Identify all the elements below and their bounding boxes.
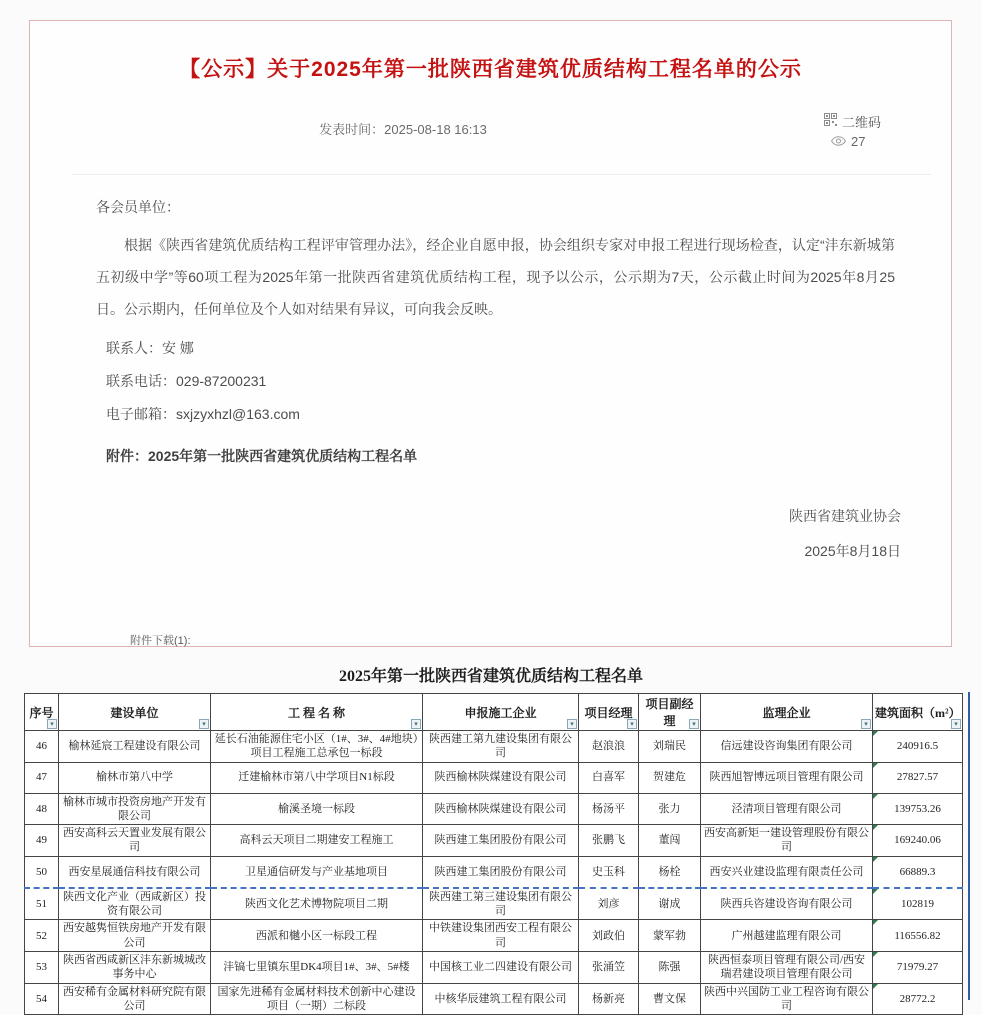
cell-project-name: 高科云天项目二期建安工程施工 <box>211 825 423 857</box>
cell-contractor: 中铁建设集团西安工程有限公司 <box>423 920 579 952</box>
table-title: 2025年第一批陕西省建筑优质结构工程名单 <box>338 668 643 685</box>
cell-project-manager: 白喜军 <box>579 762 639 793</box>
column-header: 建筑面积（m²） ▾ <box>873 694 963 731</box>
cell-construction-unit: 西安星展通信科技有限公司 <box>59 856 211 888</box>
attachment-line <box>96 440 895 473</box>
cell-project-name: 国家先进稀有金属材料技术创新中心建设项目（一期）二标段 <box>211 983 423 1015</box>
cell-construction-unit: 榆林市第八中学 <box>59 762 211 793</box>
cell-floor-area: 28772.2 <box>873 983 963 1015</box>
table-row <box>25 856 963 888</box>
page-title: 【公示】关于2025年第一批陕西省建筑优质结构工程名单的公示 <box>179 58 802 81</box>
meta-right <box>824 111 881 151</box>
view-counter <box>824 131 881 151</box>
filter-dropdown-icon[interactable]: ▾ <box>567 719 577 729</box>
cell-deputy-manager: 蒙军勃 <box>639 920 701 952</box>
cell-seq: 49 <box>25 825 59 857</box>
contact-email-label: 电子邮箱： <box>106 406 176 422</box>
cell-construction-unit: 陕西省西咸新区沣东新城城改事务中心 <box>59 951 211 983</box>
attachment-name: 2025年第一批陕西省建筑优质结构工程名单 <box>148 448 418 464</box>
table-row <box>25 888 963 920</box>
cell-seq: 53 <box>25 951 59 983</box>
cell-construction-unit: 榆林延宸工程建设有限公司 <box>59 731 211 763</box>
table-row <box>25 920 963 952</box>
contact-person-line <box>96 332 895 365</box>
cell-seq: 47 <box>25 762 59 793</box>
cell-project-name: 卫星通信研发与产业基地项目 <box>211 856 423 888</box>
cell-project-manager: 杨汤平 <box>579 793 639 825</box>
table-row <box>25 731 963 763</box>
cell-supervisor: 陕西恒泰项目管理有限公司/西安瑞君建设项目管理有限公司 <box>701 951 873 983</box>
column-header: 申报施工企业 ▾ <box>423 694 579 731</box>
cell-seq: 48 <box>25 793 59 825</box>
cell-supervisor: 广州越建监理有限公司 <box>701 920 873 952</box>
table-row <box>25 825 963 857</box>
cell-seq: 46 <box>25 731 59 763</box>
cell-deputy-manager: 杨栓 <box>639 856 701 888</box>
contact-phone-value: 029-87200231 <box>176 373 267 389</box>
column-header: 项目副经理 ▾ <box>639 694 701 731</box>
publish-time-value: 2025-08-18 16:13 <box>384 122 487 137</box>
cell-contractor: 中核华辰建筑工程有限公司 <box>423 983 579 1015</box>
publish-time <box>30 119 776 138</box>
table-body <box>25 731 963 1015</box>
cell-supervisor: 陕西旭智博远项目管理有限公司 <box>701 762 873 793</box>
column-header: 项目经理 ▾ <box>579 694 639 731</box>
cell-construction-unit: 西安稀有金属材料研究院有限公司 <box>59 983 211 1015</box>
cell-deputy-manager: 贺建危 <box>639 762 701 793</box>
cell-construction-unit: 西安越隽恒铁房地产开发有限公司 <box>59 920 211 952</box>
contact-email-value: sxjzyxhzl@163.com <box>176 406 300 422</box>
cell-supervisor: 信远建设咨询集团有限公司 <box>701 731 873 763</box>
cell-floor-area: 71979.27 <box>873 951 963 983</box>
cell-construction-unit: 陕西文化产业（西咸新区）投资有限公司 <box>59 888 211 920</box>
cell-deputy-manager: 谢成 <box>639 888 701 920</box>
signature-date: 2025年8月18日 <box>804 543 901 559</box>
cell-floor-area: 102819 <box>873 888 963 920</box>
cell-contractor: 陕西榆林陕煤建设有限公司 <box>423 762 579 793</box>
table-row <box>25 762 963 793</box>
qr-code-button[interactable] <box>824 111 881 131</box>
cell-construction-unit: 西安高科云天置业发展有限公司 <box>59 825 211 857</box>
cell-project-name: 榆溪圣境一标段 <box>211 793 423 825</box>
cell-project-name: 陕西文化艺术博物院项目二期 <box>211 888 423 920</box>
filter-dropdown-icon[interactable]: ▾ <box>199 719 209 729</box>
cell-seq: 52 <box>25 920 59 952</box>
column-header: 序号 ▾ <box>25 694 59 731</box>
cell-contractor: 陕西榆林陕煤建设有限公司 <box>423 793 579 825</box>
signature-org: 陕西省建筑业协会 <box>789 508 901 524</box>
cell-deputy-manager: 陈强 <box>639 951 701 983</box>
contact-email-line <box>96 398 895 431</box>
cell-deputy-manager: 董闯 <box>639 825 701 857</box>
cell-contractor: 陕西建工第三建设集团有限公司 <box>423 888 579 920</box>
cell-floor-area: 27827.57 <box>873 762 963 793</box>
cell-project-name: 延长石油能源住宅小区（1#、3#、4#地块）项目工程施工总承包一标段 <box>211 731 423 763</box>
contact-phone-label: 联系电话： <box>106 373 176 389</box>
cell-project-manager: 杨新亮 <box>579 983 639 1015</box>
cell-floor-area: 169240.06 <box>873 825 963 857</box>
cell-supervisor: 西安高新矩一建设管理股份有限公司 <box>701 825 873 857</box>
filter-dropdown-icon[interactable]: ▾ <box>951 719 961 729</box>
cell-supervisor: 陕西中兴国防工业工程咨询有限公司 <box>701 983 873 1015</box>
qr-code-icon <box>824 113 837 129</box>
column-header: 监理企业 ▾ <box>701 694 873 731</box>
cell-seq: 54 <box>25 983 59 1015</box>
filter-dropdown-icon[interactable]: ▾ <box>861 719 871 729</box>
contact-person-value: 安 娜 <box>162 340 194 356</box>
filter-dropdown-icon[interactable]: ▾ <box>689 719 699 729</box>
filter-dropdown-icon[interactable]: ▾ <box>627 719 637 729</box>
cell-contractor: 中国核工业二四建设有限公司 <box>423 951 579 983</box>
cell-project-manager: 刘彦 <box>579 888 639 920</box>
cell-project-manager: 张鹏飞 <box>579 825 639 857</box>
publish-time-label: 发表时间： <box>319 122 385 137</box>
cell-project-manager: 刘政伯 <box>579 920 639 952</box>
cell-floor-area: 139753.26 <box>873 793 963 825</box>
view-count: 27 <box>850 133 866 149</box>
attachment-download-label[interactable]: 附件下载(1): <box>130 635 191 647</box>
salutation: 各会员单位： <box>96 199 180 215</box>
meta-bar <box>30 114 951 165</box>
cell-construction-unit: 榆林市城市投资房地产开发有限公司 <box>59 793 211 825</box>
signature-block <box>789 499 901 569</box>
column-header: 工 程 名 称 ▾ <box>211 694 423 731</box>
attachment-label: 附件： <box>106 448 148 464</box>
cell-floor-area: 240916.5 <box>873 731 963 763</box>
cell-floor-area: 66889.3 <box>873 856 963 888</box>
contact-person-label: 联系人： <box>106 340 162 356</box>
meta-divider <box>72 174 931 175</box>
cell-contractor: 陕西建工集团股份有限公司 <box>423 856 579 888</box>
cell-contractor: 陕西建工第九建设集团有限公司 <box>423 731 579 763</box>
table-header-row <box>25 694 963 731</box>
announcement-paragraph: 根据《陕西省建筑优质结构工程评审管理办法》，经企业自愿申报，协会组织专家对申报工程进行现场检查，认定“沣东新城第五初级中学”等60项工程为2025年第一批陕西省建筑优质结构工程，现予以公示，公示期为7天，公示截止时间为2025年8月25日。公示期内，任何单位及个人如对结果有异议，可向我会反映。 <box>96 237 895 317</box>
page-break-line <box>968 692 970 1000</box>
cell-seq: 51 <box>25 888 59 920</box>
announcement-body <box>96 197 895 473</box>
cell-project-manager: 张涌笠 <box>579 951 639 983</box>
cell-deputy-manager: 曹文保 <box>639 983 701 1015</box>
cell-deputy-manager: 张力 <box>639 793 701 825</box>
table-row <box>25 793 963 825</box>
filter-dropdown-icon[interactable]: ▾ <box>411 719 421 729</box>
cell-project-manager: 史玉科 <box>579 856 639 888</box>
cell-deputy-manager: 刘瑞民 <box>639 731 701 763</box>
qr-code-label: 二维码 <box>841 114 881 130</box>
project-table <box>24 693 963 1015</box>
table-row <box>25 951 963 983</box>
cell-supervisor: 泾清项目管理有限公司 <box>701 793 873 825</box>
contact-phone-line <box>96 365 895 398</box>
cell-supervisor: 陕西兵咨建设咨询有限公司 <box>701 888 873 920</box>
cell-project-manager: 赵浪浪 <box>579 731 639 763</box>
eye-icon <box>831 134 846 149</box>
cell-supervisor: 西安兴业建设监理有限责任公司 <box>701 856 873 888</box>
contact-block <box>96 332 895 473</box>
column-header: 建设单位 ▾ <box>59 694 211 731</box>
table-row <box>25 983 963 1015</box>
cell-project-name: 西派和樾小区一标段工程 <box>211 920 423 952</box>
cell-project-name: 沣镐七里镇东里DK4项目1#、3#、5#楼 <box>211 951 423 983</box>
filter-dropdown-icon[interactable]: ▾ <box>47 719 57 729</box>
announcement-card <box>29 20 952 647</box>
cell-seq: 50 <box>25 856 59 888</box>
cell-contractor: 陕西建工集团股份有限公司 <box>423 825 579 857</box>
cell-floor-area: 116556.82 <box>873 920 963 952</box>
cell-project-name: 迁建榆林市第八中学项目N1标段 <box>211 762 423 793</box>
